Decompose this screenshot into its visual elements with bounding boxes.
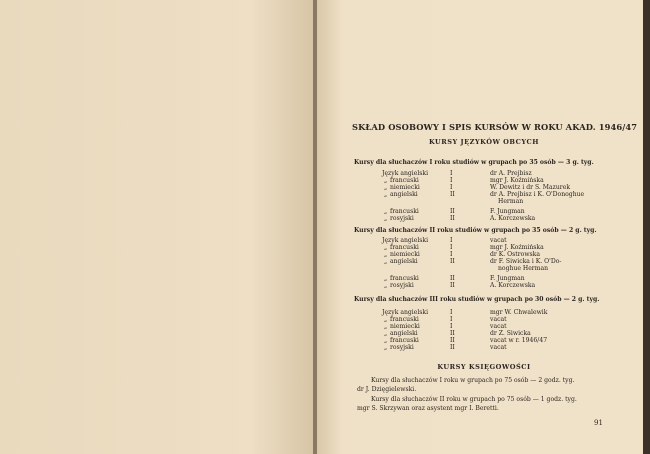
course-row	[354, 215, 624, 222]
course-row	[354, 323, 624, 330]
language: „ francuski	[384, 316, 419, 323]
language: „ angielski	[384, 258, 418, 265]
page-number: 91	[594, 419, 603, 427]
teacher: vacat	[490, 323, 507, 330]
language: „ francuski	[384, 177, 419, 184]
course-teacher: dr J. Dzięgielewski.	[357, 385, 417, 393]
course-row	[354, 337, 624, 344]
course-row-continuation	[354, 198, 624, 205]
course-row	[354, 330, 624, 337]
teacher: mgr J. Koźmińska	[490, 244, 544, 251]
course-list-3	[354, 309, 624, 351]
teacher: dr A. Prejbisz	[490, 170, 532, 177]
teacher: A. Korczewska	[490, 282, 536, 289]
course-row	[354, 344, 624, 351]
language: „ niemiecki	[384, 184, 420, 191]
page-title: SKŁAD OSOBOWY I SPIS KURSÓW W ROKU AKAD. 1946/47	[352, 122, 638, 132]
course-description: Kursy dla słuchaczów I roku w grupach po 75 osób — 2 godz. tyg.	[371, 377, 575, 384]
level: II	[450, 330, 455, 337]
language: Język angielski	[382, 237, 429, 244]
course-list-1	[354, 170, 624, 222]
teacher: vacat w r. 1946/47	[490, 337, 548, 344]
level: I	[450, 170, 453, 177]
level: I	[450, 316, 453, 323]
teacher: mgr W. Chwalewik	[490, 309, 548, 316]
course-list-2	[354, 237, 624, 289]
course-row	[354, 184, 624, 191]
language: „ niemiecki	[384, 251, 420, 258]
language: „ rosyjski	[384, 282, 414, 289]
teacher: vacat	[490, 237, 507, 244]
course-row	[354, 258, 624, 265]
level: II	[450, 191, 455, 198]
teacher: F. Jungman	[490, 208, 525, 215]
group-heading-3: Kursy dla słuchaczów III roku studiów w grupach po 30 osób — 2 g. tyg.	[354, 296, 600, 303]
course-row	[354, 191, 624, 198]
course-row	[354, 237, 624, 244]
teacher: W. Dewitz i dr S. Mazurek	[490, 184, 571, 191]
teacher: dr Z. Siwicka	[490, 330, 531, 337]
teacher: A. Korczewska	[490, 215, 536, 222]
course-row	[354, 170, 624, 177]
course-description: Kursy dla słuchaczów II roku w grupach po 75 osób — 1 godz. tyg.	[371, 396, 577, 403]
language: Język angielski	[382, 170, 429, 177]
language: „ rosyjski	[384, 215, 414, 222]
course-row	[354, 208, 624, 215]
group-heading-1: Kursy dla słuchaczów I roku studiów w grupach po 35 osób — 3 g. tyg.	[354, 159, 594, 166]
level: I	[450, 323, 453, 330]
group-heading-2: Kursy dla słuchaczów II roku studiów w grupach po 35 osób — 2 g. tyg.	[354, 227, 597, 234]
course-teacher: mgr S. Skrzywan oraz asystent mgr I. Beretti.	[357, 404, 499, 412]
teacher: dr K. Ostrowska	[490, 251, 540, 258]
level: II	[450, 275, 455, 282]
level: II	[450, 344, 455, 351]
language: „ francuski	[384, 275, 419, 282]
page-edge	[643, 0, 650, 454]
teacher: vacat	[490, 316, 507, 323]
course-row	[354, 244, 624, 251]
level: II	[450, 208, 455, 215]
language: „ niemiecki	[384, 323, 420, 330]
teacher: Herman	[498, 198, 524, 205]
level: II	[450, 337, 455, 344]
teacher: mgr J. Koźmińska	[490, 177, 544, 184]
level: I	[450, 251, 453, 258]
accounting-course-1	[357, 377, 619, 394]
level: I	[450, 177, 453, 184]
accounting-course-2	[357, 396, 619, 413]
language: „ rosyjski	[384, 344, 414, 351]
course-row	[354, 275, 624, 282]
teacher: noghue Herman	[498, 265, 549, 272]
language: „ angielski	[384, 330, 418, 337]
course-row	[354, 282, 624, 289]
level: II	[450, 258, 455, 265]
section-title-accounting: KURSY KSIĘGOWOŚCI	[437, 363, 531, 371]
course-row	[354, 309, 624, 316]
language: „ angielski	[384, 191, 418, 198]
level: I	[450, 244, 453, 251]
course-row	[354, 177, 624, 184]
course-row	[354, 316, 624, 323]
level: II	[450, 215, 455, 222]
teacher: dr A. Prejbisz i K. O'Donoghue	[490, 191, 585, 198]
level: I	[450, 184, 453, 191]
section-title-languages: KURSY JĘZYKÓW OBCYCH	[429, 138, 539, 146]
language: „ francuski	[384, 244, 419, 251]
language: „ francuski	[384, 208, 419, 215]
teacher: dr F. Siwicka i K. O'Do-	[490, 258, 562, 265]
level: II	[450, 282, 455, 289]
language: Język angielski	[382, 309, 429, 316]
level: I	[450, 237, 453, 244]
language: „ francuski	[384, 337, 419, 344]
level: I	[450, 309, 453, 316]
course-row-continuation	[354, 265, 624, 272]
teacher: vacat	[490, 344, 507, 351]
course-row	[354, 251, 624, 258]
teacher: F. Jungman	[490, 275, 525, 282]
left-page	[0, 0, 313, 454]
